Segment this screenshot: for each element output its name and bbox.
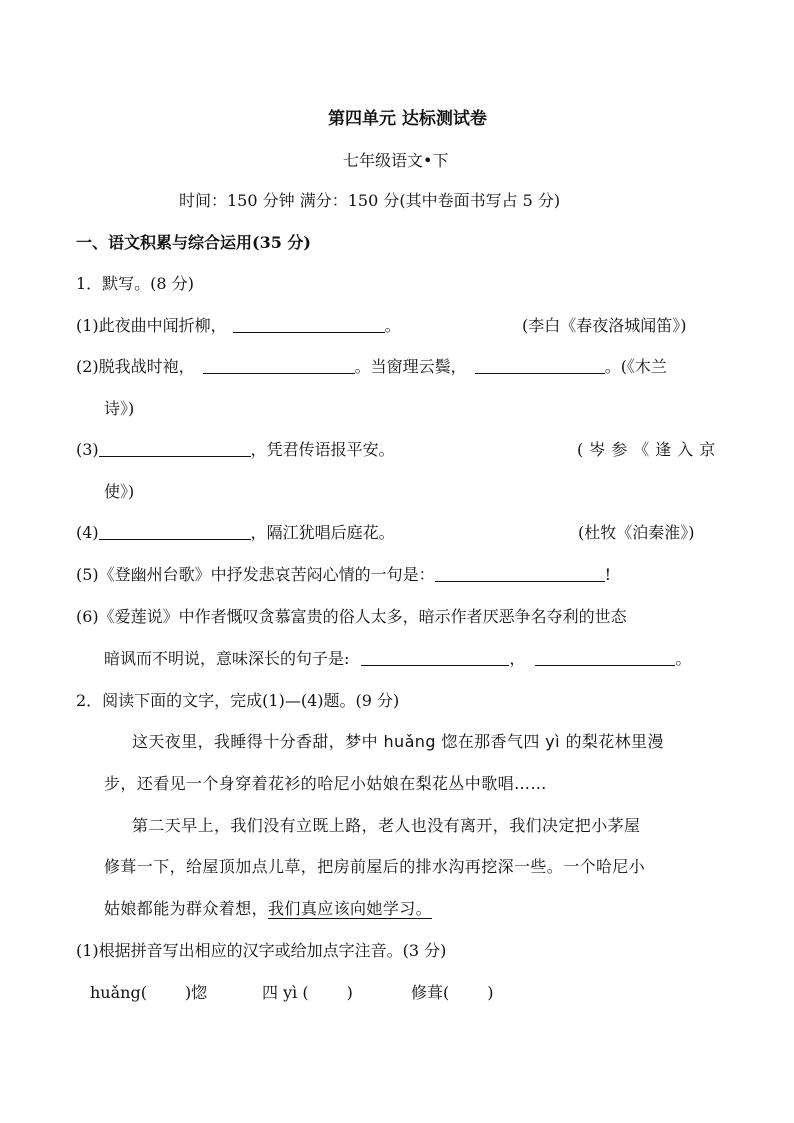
q1-item-4 [76,522,395,544]
pinyin-after: )惚 [184,983,208,1002]
passage-line: 这天夜里，我睡得十分香甜，梦中 huǎng 惚在那香气四 yì 的梨花林里漫 [132,732,664,751]
pinyin-item [411,982,494,1004]
passage-line [104,898,432,920]
q1-item-5 [76,564,611,586]
q1-item-2-end: 。(《木兰 [604,357,667,376]
q1-item-6-cont [104,648,691,670]
q1-item-6-comma: ， [509,649,526,668]
q2-sub-1: (1)根据拼音写出相应的汉字或给加点字注音。(3 分) [76,941,447,960]
q1-item-3 [76,439,395,461]
q1-item-5-end: ! [604,565,612,584]
pinyin-item [90,982,207,1004]
answer-blank[interactable] [203,357,355,374]
q1-item-6: (6)《爱莲说》中作者慨叹贪慕富贵的俗人太多，暗示作者厌恶争名夺利的世态 [76,607,627,626]
q1-item-4-source: (杜牧《泊秦淮》) [578,523,695,542]
passage-line: 修葺一下，给屋顶加点儿草，把房前屋后的排水沟再挖深一些。一个哈尼小 [104,857,646,876]
pinyin-item [262,982,353,1004]
question-2-stem: 2．阅读下面的文字，完成(1)—(4)题。(9 分) [76,691,400,710]
passage-text: 姑娘都能为群众着想， [104,899,269,918]
q1-item-3-cont: 使》) [104,482,135,501]
q1-item-5-text: (5)《登幽州台歌》中抒发悲哀苦闷心情的一句是： [76,565,435,584]
answer-blank[interactable] [99,440,251,457]
q1-item-1 [76,315,401,337]
q1-item-1-text: (1)此夜曲中闻折柳， [76,316,227,335]
q1-item-2-mid: 。当窗理云鬓， [354,357,467,376]
q1-item-1-end: 。 [384,316,401,335]
q1-item-3-source: (岑参《逢入京 [577,440,722,459]
q1-item-3-prefix: (3) [76,440,99,459]
q1-item-6-prompt: 暗讽而不明说，意味深长的句子是: [104,649,350,668]
question-1-stem: 1．默写。(8 分) [76,274,194,293]
passage-line: 步，还看见一个身穿着花衫的哈尼小姑娘在梨花丛中歌唱…… [104,774,547,793]
paper-title: 第四单元 达标测试卷 [328,109,487,129]
q1-item-2-cont: 诗》) [104,399,135,418]
paper-subtitle: 七年级语文•下 [343,151,449,170]
answer-blank[interactable] [233,316,385,333]
section-heading: 一、语文积累与综合运用(35 分) [76,233,311,252]
q1-item-4-prefix: (4) [76,523,99,542]
answer-blank[interactable] [475,357,605,374]
passage-line: 第二天早上，我们没有立既上路，老人也没有离开，我们决定把小茅屋 [132,816,641,835]
q1-item-6-end: 。 [675,649,692,668]
q1-item-1-source: (李白《春夜洛城闻笛》) [522,316,687,335]
pinyin-before: 四 yì ( [262,983,309,1002]
answer-blank[interactable] [535,649,675,666]
q1-item-2 [76,356,667,378]
underlined-sentence: 我们真应该向她学习。 [268,899,433,918]
pinyin-after: ) [487,983,494,1002]
exam-info: 时间：150 分钟 满分：150 分(其中卷面书写占 5 分) [179,191,561,210]
q1-item-3-text: ，凭君传语报平安。 [250,440,395,459]
pinyin-before: huǎng( [90,983,147,1002]
answer-blank[interactable] [361,649,509,666]
answer-blank[interactable] [99,523,251,540]
q1-item-4-text: ，隔江犹唱后庭花。 [250,523,395,542]
pinyin-before: 修葺( [411,983,450,1002]
q1-item-2-text: (2)脱我战时袍， [76,357,195,376]
answer-blank[interactable] [435,565,605,582]
pinyin-after: ) [346,983,353,1002]
